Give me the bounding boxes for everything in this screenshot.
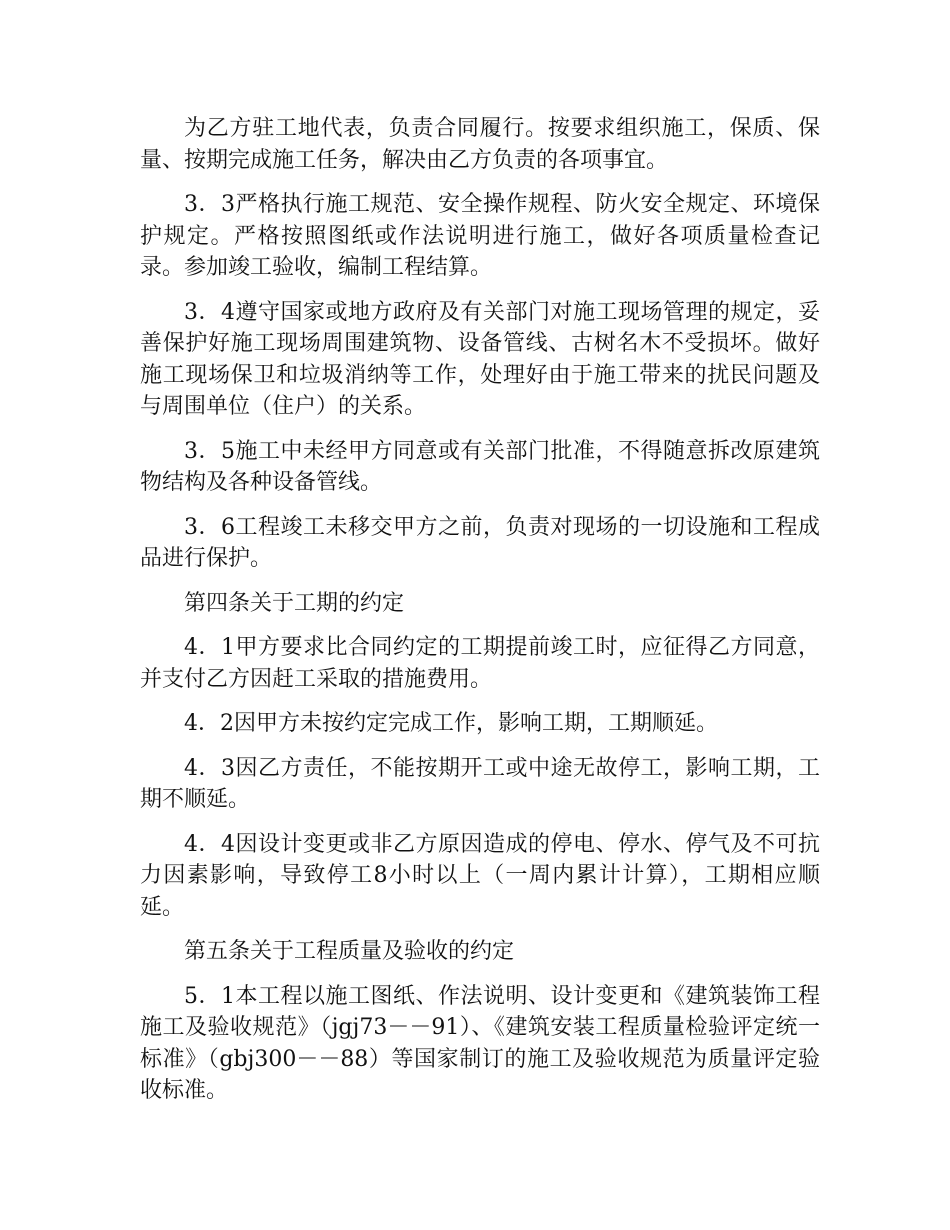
paragraph-3-4: 3．4遵守国家或地方政府及有关部门对施工现场管理的规定，妥善保护好施工现场周围建筑物、设备管线、古树名木不受损坏。做好施工现场保卫和垃圾消纳等工作，处理好由于施工带来的扰民问题及与周围单位（住户）的关系。	[140, 299, 820, 419]
section-heading-article-5: 第五条关于工程质量及验收的约定	[184, 939, 515, 964]
paragraph-4-3: 4．3因乙方责任，不能按期开工或中途无故停工，影响工期，工期不顺延。	[140, 755, 820, 812]
paragraph-3-6: 3．6工程竣工未移交甲方之前，负责对现场的一切设施和工程成品进行保护。	[140, 514, 820, 571]
paragraph-5-1: 5．1本工程以施工图纸、作法说明、设计变更和《建筑装饰工程施工及验收规范》（jgj73－－91）、《建筑安装工程质量检验评定统一标准》（gbj300－－88）等国家制订的施工及验收规范为质量评定验收标准。	[140, 983, 820, 1103]
paragraph-4-1: 4．1甲方要求比合同约定的工期提前竣工时，应征得乙方同意，并支付乙方因赶工采取的措施费用。	[140, 635, 820, 692]
section-heading-article-4: 第四条关于工期的约定	[184, 590, 405, 616]
paragraph-3-5: 3．5施工中未经甲方同意或有关部门批准，不得随意拆改原建筑物结构及各种设备管线。	[140, 438, 820, 495]
document-page	[140, 113, 820, 1120]
paragraph-4-2: 4．2因甲方未按约定完成工作，影响工期，工期顺延。	[184, 711, 718, 736]
paragraph-3-3: 3．3严格执行施工规范、安全操作规程、防火安全规定、环境保护规定。严格按照图纸或作法说明进行施工，做好各项质量检查记录。参加竣工验收，编制工程结算。	[140, 192, 820, 280]
paragraph-contractor-representative: 为乙方驻工地代表，负责合同履行。按要求组织施工，保质、保量、按期完成施工任务，解决由乙方负责的各项事宜。	[140, 116, 820, 173]
paragraph-4-4: 4．4因设计变更或非乙方原因造成的停电、停水、停气及不可抗力因素影响，导致停工8小时以上（一周内累计计算），工期相应顺延。	[140, 831, 820, 920]
